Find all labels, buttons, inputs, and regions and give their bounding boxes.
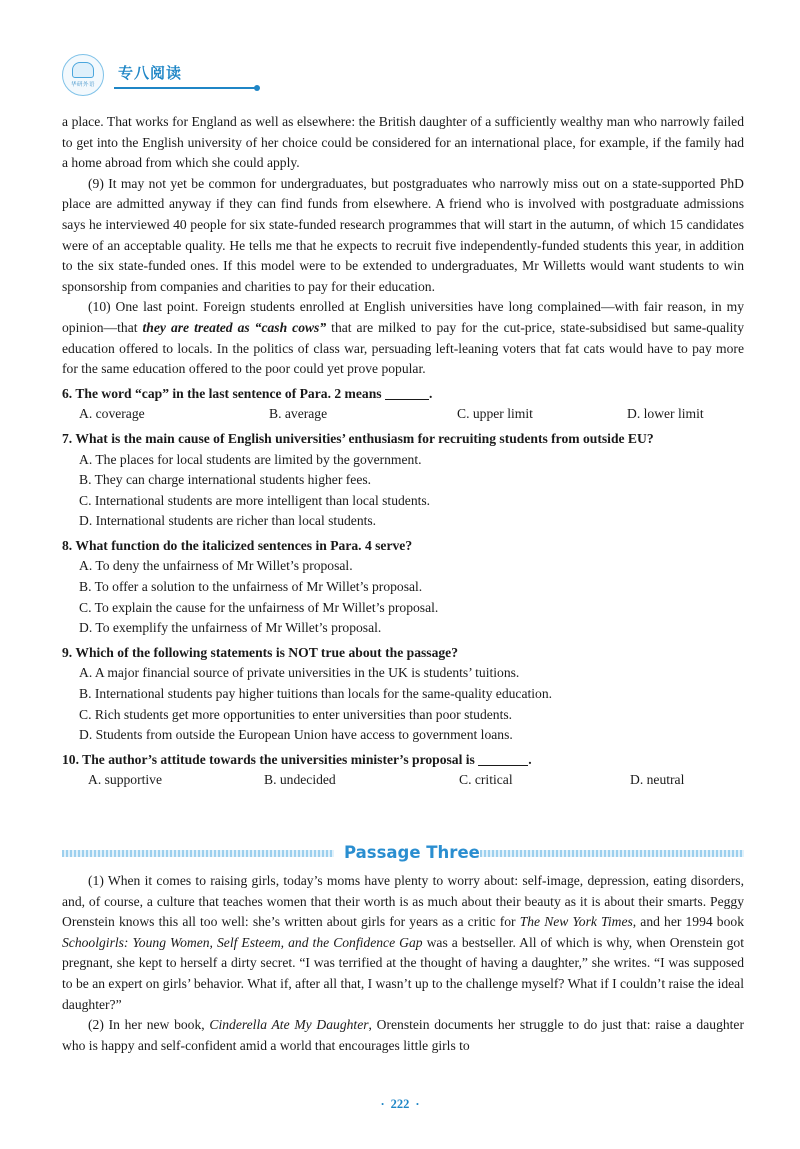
passage-three-banner: [62, 842, 744, 866]
paragraph-continued: a place. That works for England as well as elsewhere: the British daughter of a sufficiently wealthy man who narrowly failed to get into the English university of her choice could be considered for an international place, for example, if the family had a home abroad from which she could apply.: [62, 114, 744, 171]
option-b: B. average: [269, 406, 328, 422]
option-a: A. coverage: [79, 406, 145, 422]
option-a: A. The places for local students are limited by the government.: [79, 451, 422, 467]
paragraph-1: (1) When it comes to raising girls, today’s moms have plenty to worry about: self-image, depression, eating disorders, and, of course, a culture that teaches women that their worth is as much about their beauty as it is about their smarts. Peggy Orenstein knows this all too well: she’s written about girls for years as a critic for The New York Times, and her 1994 book Schoolgirls: Young Women, Self Esteem, and the Confidence Gap was a bestseller. All of which is why, when Orenstein got pregnant, she kept to herself a dirty secret. “I was terrified at the thought of having a daughter,” she writes. “I was supposed to be an expert on girls’ behavior. What if, after all that, I wasn’t up to the challenge myself? What if I couldn’t raise the ideal daughter?”: [62, 873, 744, 1012]
page-number: · 222 ·: [380, 1097, 420, 1111]
question-6-options: [62, 404, 744, 425]
question-8: 8. What function do the italicized sentences in Para. 4 serve?: [62, 537, 413, 553]
question-7: 7. What is the main cause of English universities’ enthusiasm for recruiting students from outside EU?: [62, 430, 654, 446]
paragraph-9: (9) It may not yet be common for undergraduates, but postgraduates who narrowly miss out on a state-supported PhD place are admitted anyway if they can find funds from elsewhere. A friend who is involved with postgraduate admissions says he interviewed 40 people for six state-funded research programmes that will start in the autumn, of which 15 candidates were of an acceptable quality. He tells me that he expects to recruit five independently-funded students this year, in addition to the six state-funded ones. If this model were to be extended to undergraduates, Mr Willetts would want students to win sponsorship from companies and charities to pay for their education.: [62, 175, 744, 294]
logo-text: 华研外语: [70, 82, 95, 88]
header-underline: [114, 87, 256, 89]
passage-title: Passage Three: [344, 843, 480, 862]
page-header: [62, 54, 402, 98]
question-10: 10. The author’s attitude towards the universities minister’s proposal is .: [62, 751, 532, 767]
option-d: D. To exemplify the unfairness of Mr Willet’s proposal.: [79, 620, 382, 636]
option-c: C. critical: [459, 772, 513, 788]
paragraph-10: (10) One last point. Foreign students enrolled at English universities have long complained—with fair reason, in my opinion—that they are treated as “cash cows” that are milked to pay for the cut-price, state-subsidised but same-quality education offered to locals. In the politics of class war, persuading left-leaning voters that fat cats would have to pay more for the same education offered to the poor could yet prove popular.: [62, 299, 744, 377]
option-d: D. International students are richer than local students.: [79, 513, 377, 529]
banner-stripe-left: [62, 850, 334, 857]
option-b: B. International students pay higher tuitions than locals for the same-quality education.: [79, 686, 553, 702]
answer-blank: [385, 386, 429, 400]
publisher-logo-icon: [62, 54, 104, 96]
question-6: 6. The word “cap” in the last sentence of Para. 2 means .: [62, 385, 433, 401]
option-d: D. lower limit: [627, 406, 704, 422]
book-series-title: 专八阅读: [118, 64, 183, 82]
passage-two-content: [62, 112, 744, 791]
paragraph-2: (2) In her new book, Cinderella Ate My Daughter, Orenstein documents her struggle to do just that: raise a daughter who is happy and self-confident amid a world that encourages little girls to: [62, 1017, 744, 1053]
option-d: D. Students from outside the European Union have access to government loans.: [79, 727, 513, 743]
option-a: A. supportive: [88, 772, 163, 788]
question-10-options: [62, 770, 744, 791]
italicized-phrase: they are treated as “cash cows”: [142, 319, 327, 335]
question-9: 9. Which of the following statements is NOT true about the passage?: [62, 644, 458, 660]
answer-blank: [478, 752, 528, 766]
option-c: C. To explain the cause for the unfairness of Mr Willet’s proposal.: [79, 599, 439, 615]
option-b: B. To offer a solution to the unfairness of Mr Willet’s proposal.: [79, 579, 423, 595]
option-d: D. neutral: [630, 772, 685, 788]
option-c: C. International students are more intelligent than local students.: [79, 492, 431, 508]
option-c: C. Rich students get more opportunities to enter universities than poor students.: [79, 706, 513, 722]
option-c: C. upper limit: [457, 406, 533, 422]
passage-three-content: [62, 871, 744, 1056]
option-b: B. They can charge international students higher fees.: [79, 472, 372, 488]
option-a: A. A major financial source of private universities in the UK is students’ tuitions.: [79, 665, 520, 681]
banner-stripe-right: [480, 850, 744, 857]
option-b: B. undecided: [264, 772, 336, 788]
option-a: A. To deny the unfairness of Mr Willet’s proposal.: [79, 558, 353, 574]
